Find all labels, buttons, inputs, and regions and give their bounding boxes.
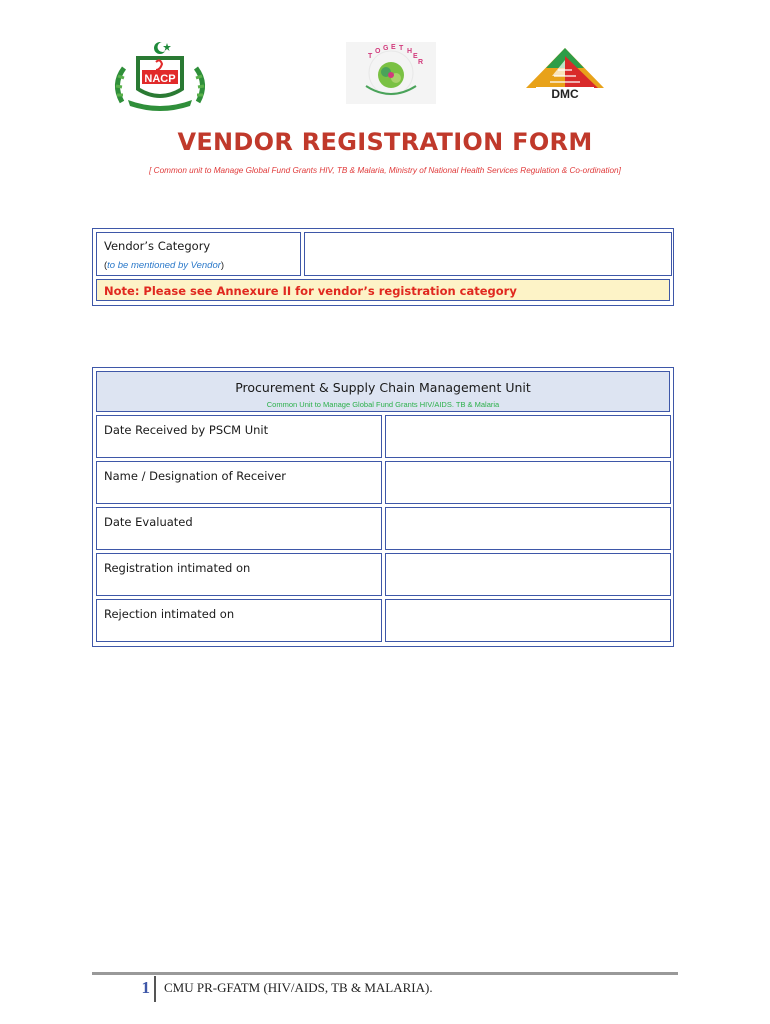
- paren-open: (: [104, 260, 108, 271]
- receiver-field[interactable]: [385, 461, 671, 504]
- annexure-note-row: [96, 279, 670, 301]
- annexure-note: Note: Please see Annexure II for vendor’s registration category: [104, 284, 517, 298]
- page-title: VENDOR REGISTRATION FORM: [177, 128, 593, 156]
- dmc-logo-text: DMC: [551, 87, 579, 100]
- registration-intimated-label: Registration intimated on: [104, 561, 251, 575]
- pscm-header: [96, 371, 670, 412]
- date-evaluated-label: Date Evaluated: [104, 515, 193, 529]
- nacp-logo: [104, 40, 216, 112]
- row-label-cell: [96, 461, 382, 504]
- row-label-cell: [96, 599, 382, 642]
- date-received-field[interactable]: [385, 415, 671, 458]
- receiver-label: Name / Designation of Receiver: [104, 469, 287, 483]
- vendor-category-field[interactable]: [304, 232, 672, 276]
- svg-text:TOG ETH ER: TO G E T H ER: [368, 44, 424, 66]
- registration-intimated-field[interactable]: [385, 553, 671, 596]
- pscm-box: [92, 367, 674, 647]
- vendor-category-box: [92, 228, 674, 306]
- vendor-category-label-cell: [96, 232, 301, 276]
- page-subtitle: [ Common unit to Manage Global Fund Grants HIV, TB & Malaria, Ministry of National Health Services Regulation & Co-ordination]: [149, 166, 621, 175]
- paren-close: ): [220, 260, 225, 271]
- row-label-cell: [96, 507, 382, 550]
- vendor-category-hint: to be mentioned by Vendor: [107, 260, 221, 271]
- date-evaluated-field[interactable]: [385, 507, 671, 550]
- vendor-category-label: Vendor’s Category: [104, 239, 211, 253]
- dmc-logo: [524, 46, 606, 100]
- rejection-intimated-label: Rejection intimated on: [104, 607, 235, 621]
- footer-text: CMU PR-GFATM (HIV/AIDS, TB & MALARIA).: [164, 980, 433, 995]
- page-number: 1: [141, 978, 150, 997]
- pscm-subtitle: Common Unit to Manage Global Fund Grants HIV/AIDS. TB & Malaria: [266, 400, 500, 409]
- date-received-label: Date Received by PSCM Unit: [104, 423, 269, 437]
- pscm-title: Procurement & Supply Chain Management Unit: [235, 380, 531, 395]
- footer-divider: [92, 972, 678, 975]
- vendor-category-hint-line: [104, 260, 224, 271]
- row-label-cell: [96, 553, 382, 596]
- rejection-intimated-field[interactable]: [385, 599, 671, 642]
- together-logo: [346, 42, 436, 104]
- nacp-logo-text: NACP: [144, 73, 176, 85]
- row-label-cell: [96, 415, 382, 458]
- footer-separator: [154, 976, 156, 1002]
